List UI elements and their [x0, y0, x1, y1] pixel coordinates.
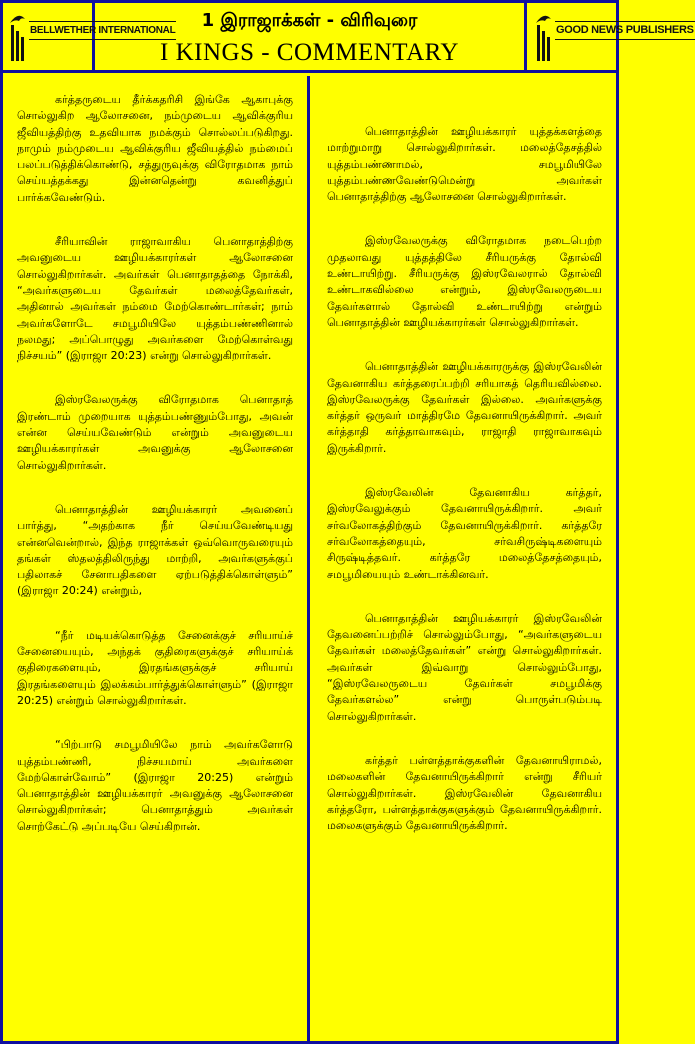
bellwether-logo-text: BELLWETHER INTERNATIONAL [29, 21, 176, 40]
good-news-ram-icon [535, 11, 553, 63]
good-news-logo-text: GOOD NEWS PUBLISHERS [555, 21, 695, 40]
paragraph: இஸ்ரவேலருக்கு விரோதமாக நடைபெற்ற முதலாவது யுத்தத்திலே சீரியருக்கு தோல்வி உண்டாயிற்று. சீரியருக்கு இஸ்ரவேலரால் தோல்வி உண்டாகவில்லை என்றும், இஸ்ரவேலருடைய தேவர்களால் தோல்வி உண்டாயிற்று என்றும் பெனாதாத்தின் ஊழியக்காரர்கள் சொல்லுகிறார்கள். [327, 234, 602, 329]
paragraph: பெனாதாத்தின் ஊழியக்காரர் யுத்தக்களத்தை மாற்றுமாறு சொல்லுகிறார்கள். மலைத்தேசத்தில் யுத்தம்பண்ணாமல், சமபூமியிலே யுத்தம்பண்ணவேண்டுமென்று அவர்கள் பெனாதாத்திற்கு ஆலோசனை சொல்லுகிறார்கள். [327, 125, 602, 204]
paragraph: பெனாதாத்தின் ஊழியக்காரருக்கு இஸ்ரவேலின் தேவனாகிய கர்த்தரைப்பற்றி சரியாகத் தெரியவில்லை. இஸ்ரவேலருக்கு தேவர்கள் இல்லை. அவர்களுக்கு கர்த்தர் ஒருவர் மாத்திரமே தேவனாயிருக்கிறார். அவர் கர்த்தாதி கர்த்தாவாகவும், ராஜாதி ராஜாவாகவும் இருக்கிறார். [327, 360, 602, 455]
paragraph: “நீர் மடியக்கொடுத்த சேனைக்குச் சரியாய்ச் சேனையையும், அந்தக் குதிரைகளுக்குச் சரியாய்க் குதிரைகளையும், இரதங்களுக்குச் சரியாய் இரதங்களையும் இலக்கம்பார்த்துக்கொள்ளும்” (இராஜா 20:25) என்றும் சொல்லுகிறார்கள். [17, 628, 293, 707]
left-column [3, 76, 310, 1041]
paragraph: கர்த்தருடைய தீர்க்கதரிசி இங்கே ஆகாபுக்கு சொல்லுகிற ஆலோசனை, நம்முடைய ஆவிக்குரிய ஜீவியத்திற்கு உதவியாக நமக்கும் சொல்லப்படுகிறது. நாமும் நம்முடைய ஆவிக்குரிய ஜீவியத்தில் நம்மைப் பலப்படுத்திக்கொண்டு, சத்துருவுக்கு விரோதமாக நாம் செய்யத்தக்கது இன்னதென்று கவனித்துப் பார்க்கவேண்டும். [17, 93, 293, 204]
bellwether-ram-icon [9, 11, 27, 63]
commentary-columns [3, 76, 616, 1041]
page-title-english: I KINGS - COMMENTARY [160, 39, 459, 66]
bellwether-logo [3, 3, 176, 70]
good-news-logo [524, 3, 694, 70]
right-column [313, 76, 616, 1041]
paragraph: பெனாதாத்தின் ஊழியக்காரர் இஸ்ரவேலின் தேவனைப்பற்றிச் சொல்லும்போது, “அவர்களுடைய தேவர்கள் மலைத்தேவர்கள்” என்று சொல்லுகிறார்கள். அவர்கள் இவ்வாறு சொல்லும்போது, “இஸ்ரவேலருடைய தேவர்கள் சமபூமிக்கு தேவர்களல்ல” என்று பொருள்படும்படி சொல்லுகிறார்கள். [327, 611, 602, 723]
paragraph: கர்த்தர் பள்ளத்தாக்குகளின் தேவனாயிராமல், மலைகளின் தேவனாயிருக்கிறார் என்று சீரியர் சொல்லுகிறார்கள். இஸ்ரவேலின் தேவனாகிய கர்த்தரோ, பள்ளத்தாக்குகளுக்கும் தேவனாயிருக்கிறார். மலைகளுக்கும் தேவனாயிருக்கிறார். [327, 753, 602, 833]
paragraph: இஸ்ரவேலின் தேவனாகிய கர்த்தர், இஸ்ரவேலுக்கும் தேவனாயிருக்கிறார். அவர் சர்வலோகத்திற்கும் தேவனாயிருக்கிறார். கர்த்தரே சர்வலோகத்தையும், சர்வசிருஷ்டிகளையும் சிருஷ்டித்தவர். கர்த்தரே மலைத்தேசத்தையும், சமபூமியையும் உண்டாக்கினவர். [327, 486, 602, 581]
paragraph: “பிற்பாடு சமபூமியிலே நாம் அவர்களோடு யுத்தம்பண்ணி, நிச்சயமாய் அவர்களை மேற்கொள்வோம்” (இராஜா 20:25) என்றும் பெனாதாத்தின் ஊழியக்காரர் அவனுக்கு ஆலோசனை சொல்லுகிறார்கள்; பெனாதாத்தும் அவர்கள் சொற்கேட்டு அப்படியே செய்கிறான். [17, 738, 293, 833]
paragraph: பெனாதாத்தின் ஊழியக்காரர் அவனைப் பார்த்து, “அதற்காக நீர் செய்யவேண்டியது என்னவென்றால், இந்த ராஜாக்கள் ஒவ்வொருவரையும் தங்கள் ஸ்தலத்திலிருந்து மாற்றி, அவர்களுக்குப் பதிலாகச் சேனாபதிகளை ஏற்படுத்திக்கொள்ளும்” (இராஜா 20:24) என்றும், [17, 502, 293, 598]
paragraph: சீரியாவின் ராஜாவாகிய பெனாதாத்திற்கு அவனுடைய ஊழியக்காரர்கள் ஆலோசனை சொல்லுகிறார்கள். அவர்கள் பெனாதாதத்தை நோக்கி, “அவர்களுடைய தேவர்கள் மலைத்தேவர்கள், அதினால் அவர்கள் நம்மை மேற்கொண்டார்கள்; நாம் அவர்களோடே சமபூமியிலே யுத்தம்பண்ணினால் நலமது; அப்பொழுது அவர்களை மேற்கொள்வது நிச்சயம்” (இராஜா 20:23) என்று சொல்லுகிறார்கள். [17, 235, 293, 363]
page-header [3, 3, 694, 73]
title-block [98, 3, 521, 70]
page-title-tamil: 1 இராஜாக்கள் - விரிவுரை [201, 10, 418, 31]
paragraph: இஸ்ரவேலருக்கு விரோதமாக பெனாதாத் இரண்டாம் முறையாக யுத்தம்பண்ணும்போது, அவன் என்ன செய்யவேண்டும் என்றும் அவனுடைய ஊழியக்காரர்கள் அவனுக்கு ஆலோசனை சொல்லுகிறார்கள். [17, 393, 293, 472]
